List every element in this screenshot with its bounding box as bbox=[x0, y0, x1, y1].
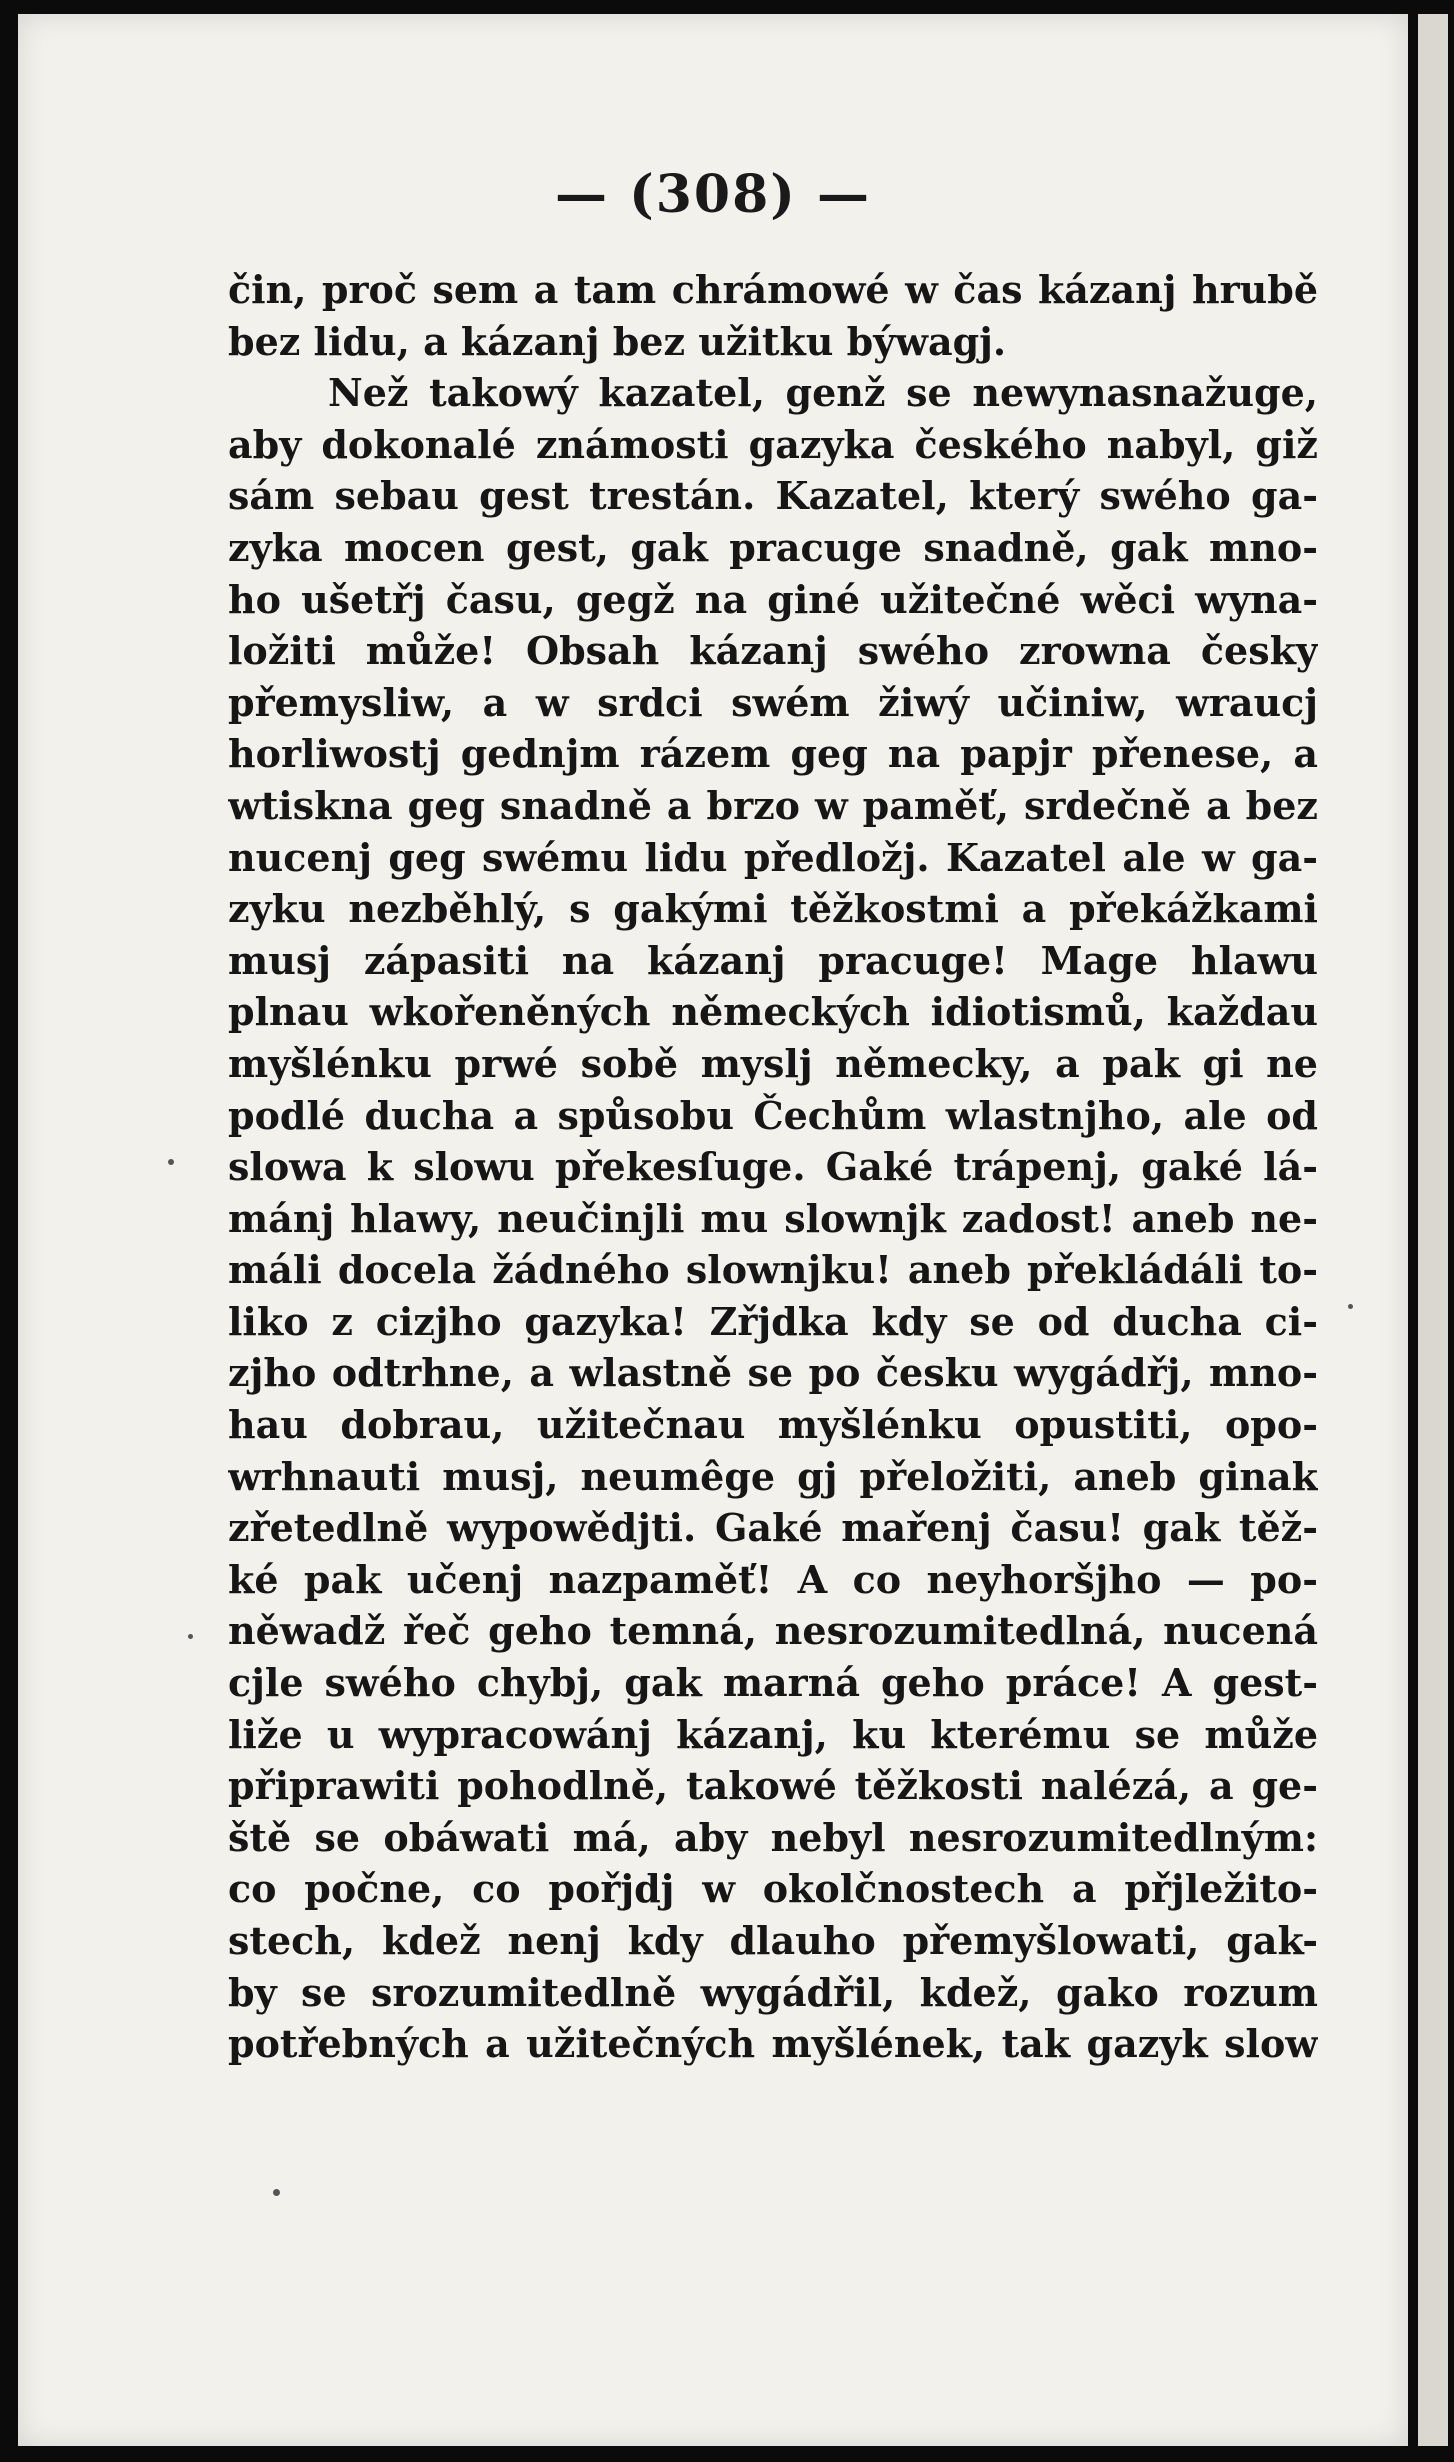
text-line: přemysliw, a w srdci swém žiwý učiniw, wraucj bbox=[228, 679, 1318, 725]
text-line: čin, proč sem a tam chrámowé w čas kázanj hrubě bbox=[228, 267, 1318, 312]
text-line: aby dokonalé známosti gazyka českého nabyl, giž bbox=[228, 421, 1318, 467]
text-line: plnau wkořeněných německých idiotismů, každau bbox=[228, 989, 1318, 1035]
text-line: musj zápasiti na kázanj pracuge! Mage hlawu bbox=[228, 937, 1318, 983]
page-number: — (308) — bbox=[555, 164, 871, 225]
text-line: něwadž řeč geho temná, nesrozumitedlná, nucená bbox=[228, 1608, 1318, 1654]
text-line: ho ušetřj času, gegž na giné užitečné wěci wyna- bbox=[228, 576, 1318, 622]
text-line: zřetedlně wypowědjti. Gaké mařenj času! gak těž- bbox=[228, 1505, 1318, 1551]
text-line: horliwostj gednjm rázem geg na papjr přenese, a bbox=[228, 731, 1318, 777]
paper-speck bbox=[273, 2189, 280, 2196]
text-line: cjle swého chybj, gak marná geho práce! A gest- bbox=[228, 1660, 1318, 1706]
text-line: myšlénku prwé sobě myslj německy, a pak gi ne bbox=[228, 1040, 1318, 1086]
book-page bbox=[18, 14, 1408, 2446]
text-line: Než takowý kazatel, genž se newynasnažuge, bbox=[328, 370, 1318, 416]
text-line: co počne, co pořjdj w okolčnostech a přjležito- bbox=[228, 1866, 1318, 1912]
text-line: podlé ducha a spůsobu Čechům wlastnjho, ale od bbox=[228, 1092, 1318, 1138]
text-line: mánj hlawy, neučinjli mu slownjk zadost! aneb ne- bbox=[228, 1195, 1318, 1241]
text-line: by se srozumitedlně wygádřil, kdež, gako rozum bbox=[228, 1969, 1318, 2015]
text-line: bez lidu, a kázanj bez užitku býwagj. bbox=[228, 318, 1007, 364]
text-line: slowa k slowu překesſuge. Gaké trápenj, gaké lá- bbox=[228, 1144, 1318, 1190]
text-line: sám sebau gest trestán. Kazatel, který swého ga- bbox=[228, 473, 1318, 519]
paper-speck bbox=[168, 1159, 174, 1165]
text-line: wrhnauti musj, neumêge gj přeložiti, aneb ginak bbox=[228, 1453, 1318, 1499]
paper-speck bbox=[188, 1634, 193, 1639]
text-line: liko z cizjho gazyka! Zřjdka kdy se od ducha ci- bbox=[228, 1298, 1318, 1344]
text-line: stech, kdež nenj kdy dlauho přemyšlowati, gak- bbox=[228, 1918, 1318, 1963]
text-line: zyka mocen gest, gak pracuge snadně, gak mno- bbox=[228, 524, 1318, 570]
text-line: nucenj geg swému lidu předložj. Kazatel ale w ga- bbox=[228, 834, 1318, 880]
text-line: ště se obáwati má, aby nebyl nesrozumitedlným: bbox=[228, 1814, 1318, 1860]
text-line: ké pak učenj nazpaměť! A co neyhoršjho — po- bbox=[228, 1556, 1318, 1602]
text-line: máli docela žádného slownjku! aneb překládáli to- bbox=[228, 1247, 1318, 1293]
text-line: liže u wypracowánj kázanj, ku kterému se může bbox=[228, 1711, 1318, 1757]
adjacent-page-edge bbox=[1418, 14, 1448, 2446]
text-line: hau dobrau, užitečnau myšlénku opustiti, opo- bbox=[228, 1402, 1318, 1448]
body-text bbox=[228, 264, 1318, 2070]
text-line: wtisknа geg snadně a brzo w paměť, srdečně a bez bbox=[228, 782, 1318, 828]
text-line: ložiti může! Obsah kázanj swého zrowna česky bbox=[228, 628, 1318, 674]
text-line: potřebných a užitečných myšlének, tak gazyk slow bbox=[228, 2021, 1318, 2067]
text-line: připrawiti pohodlně, takowé těžkosti nalézá, a ge- bbox=[228, 1763, 1318, 1809]
text-line: zyku nezběhlý, s gakými těžkostmi a překážkami bbox=[228, 886, 1318, 932]
paper-speck bbox=[1348, 1304, 1353, 1309]
text-line: zjho odtrhne, a wlastně se po česku wygádřj, mno- bbox=[228, 1350, 1318, 1396]
